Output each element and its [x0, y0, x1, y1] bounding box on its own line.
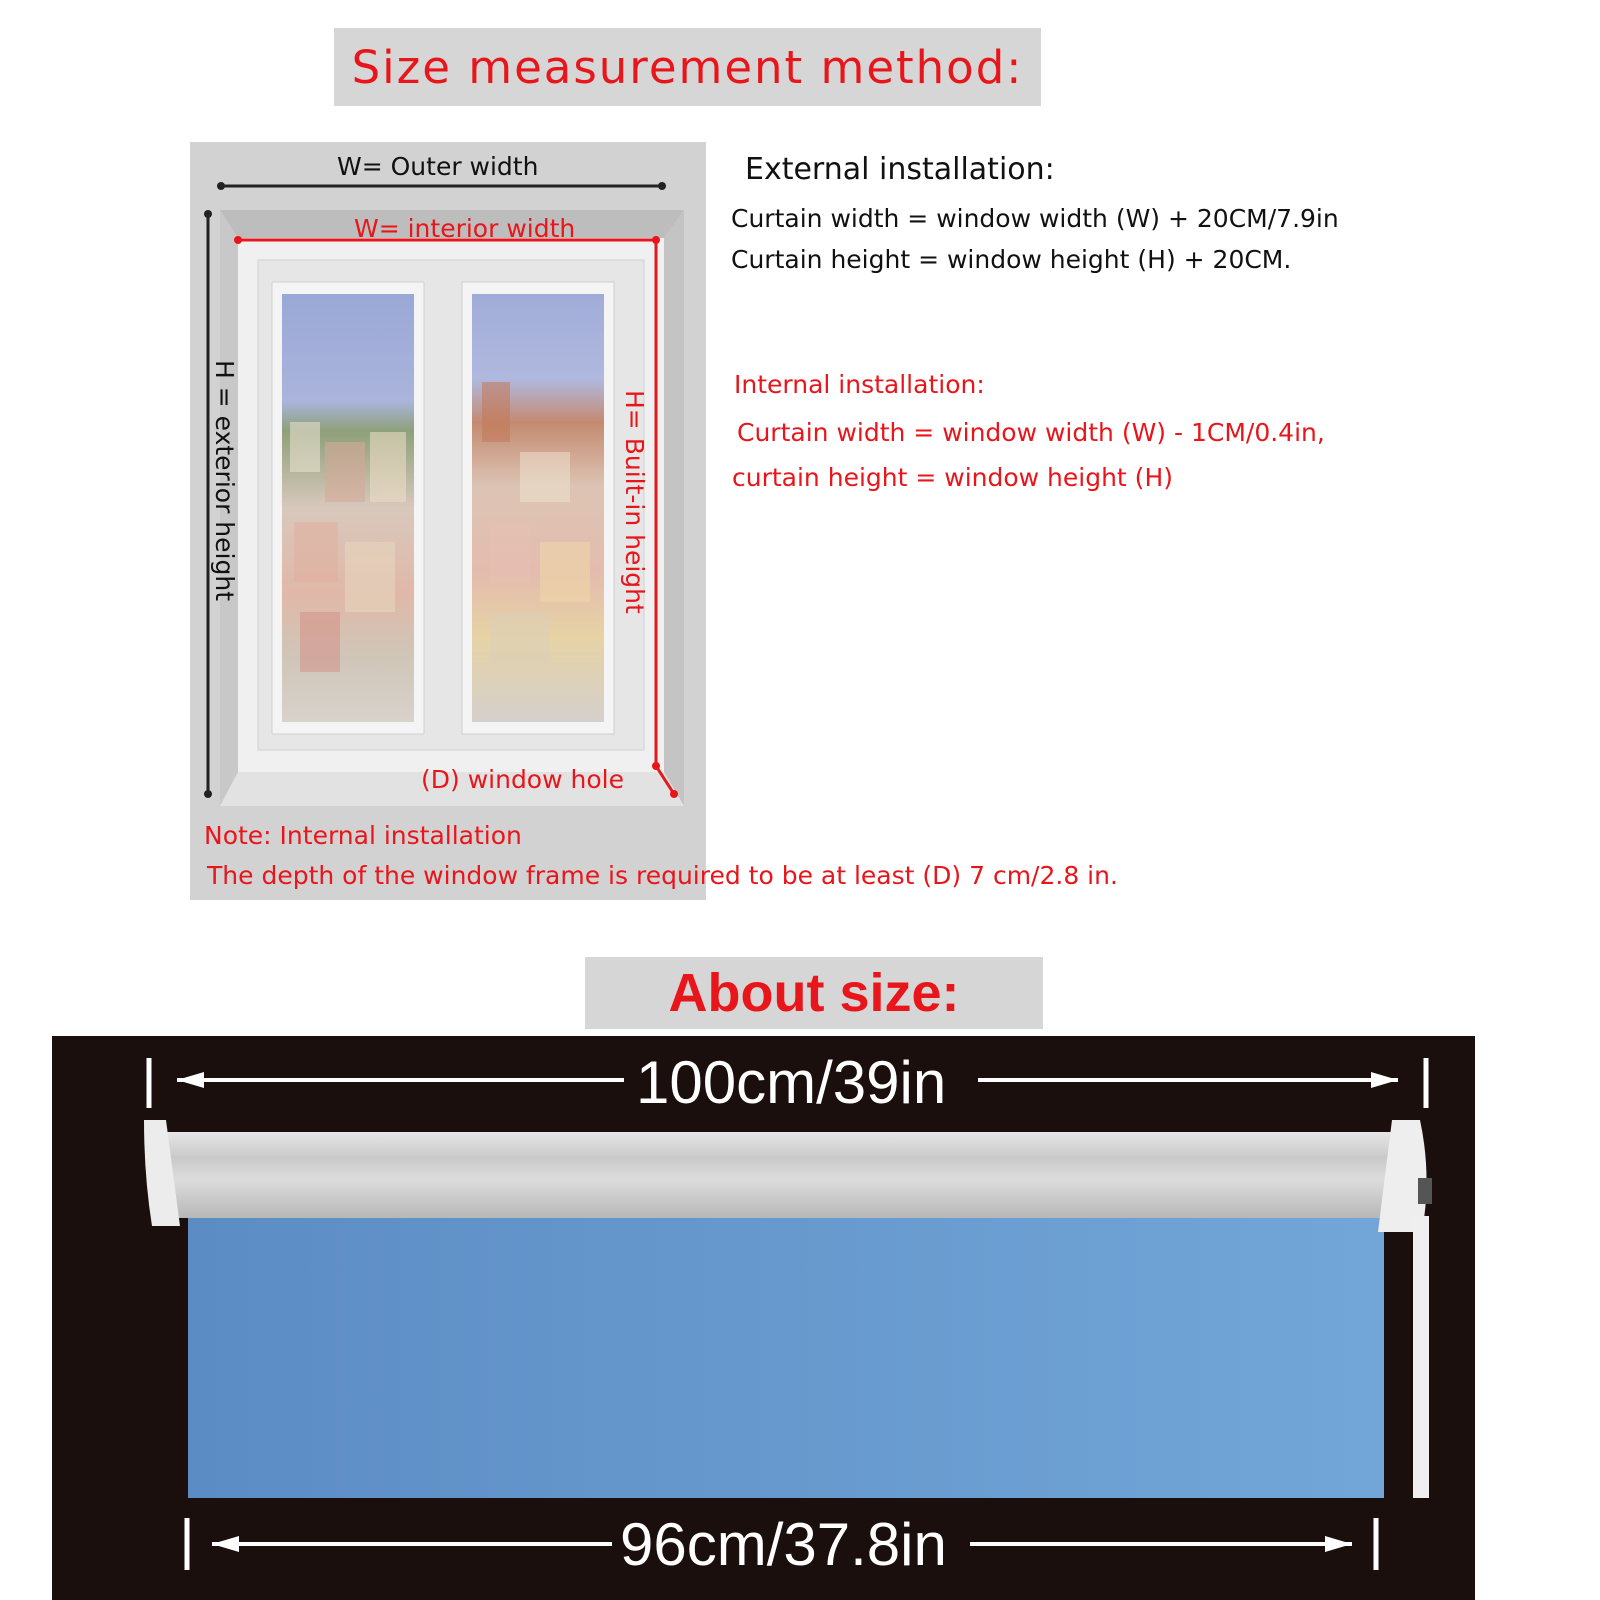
measurement-title-banner	[334, 28, 1041, 106]
internal-width-formula: Curtain width = window width (W) - 1CM/0.4in,	[737, 418, 1325, 447]
internal-height-formula: curtain height = window height (H)	[732, 463, 1173, 492]
about-size-title: About size:	[668, 963, 960, 1023]
recess-right	[664, 210, 684, 806]
fabric-width-label: 96cm/37.8in	[620, 1511, 947, 1578]
blind-fabric	[188, 1216, 1384, 1498]
roller-tube	[154, 1132, 1410, 1218]
overall-width-label: 100cm/39in	[636, 1049, 947, 1116]
measurement-title: Size measurement method:	[351, 40, 1024, 94]
external-heading: External installation:	[745, 152, 1055, 187]
internal-heading: Internal installation:	[734, 370, 985, 399]
note-line-1: Note: Internal installation	[204, 821, 522, 850]
external-height-formula: Curtain height = window height (H) + 20CM.	[731, 245, 1292, 274]
window-hole-label: (D) window hole	[421, 765, 624, 794]
exterior-height-label: H = exterior height	[210, 360, 239, 601]
about-size-banner	[585, 957, 1043, 1029]
interior-width-label: W= interior width	[354, 214, 576, 243]
outer-width-label: W= Outer width	[337, 152, 539, 181]
roller-blind-panel	[52, 1036, 1475, 1600]
note-line-2: The depth of the window frame is required to be at least (D) 7 cm/2.8 in.	[207, 861, 1118, 890]
chain-box	[1418, 1178, 1432, 1204]
pull-chain	[1413, 1216, 1429, 1498]
external-width-formula: Curtain width = window width (W) + 20CM/7.9in	[731, 204, 1339, 233]
builtin-height-label: H= Built-in height	[620, 390, 649, 614]
